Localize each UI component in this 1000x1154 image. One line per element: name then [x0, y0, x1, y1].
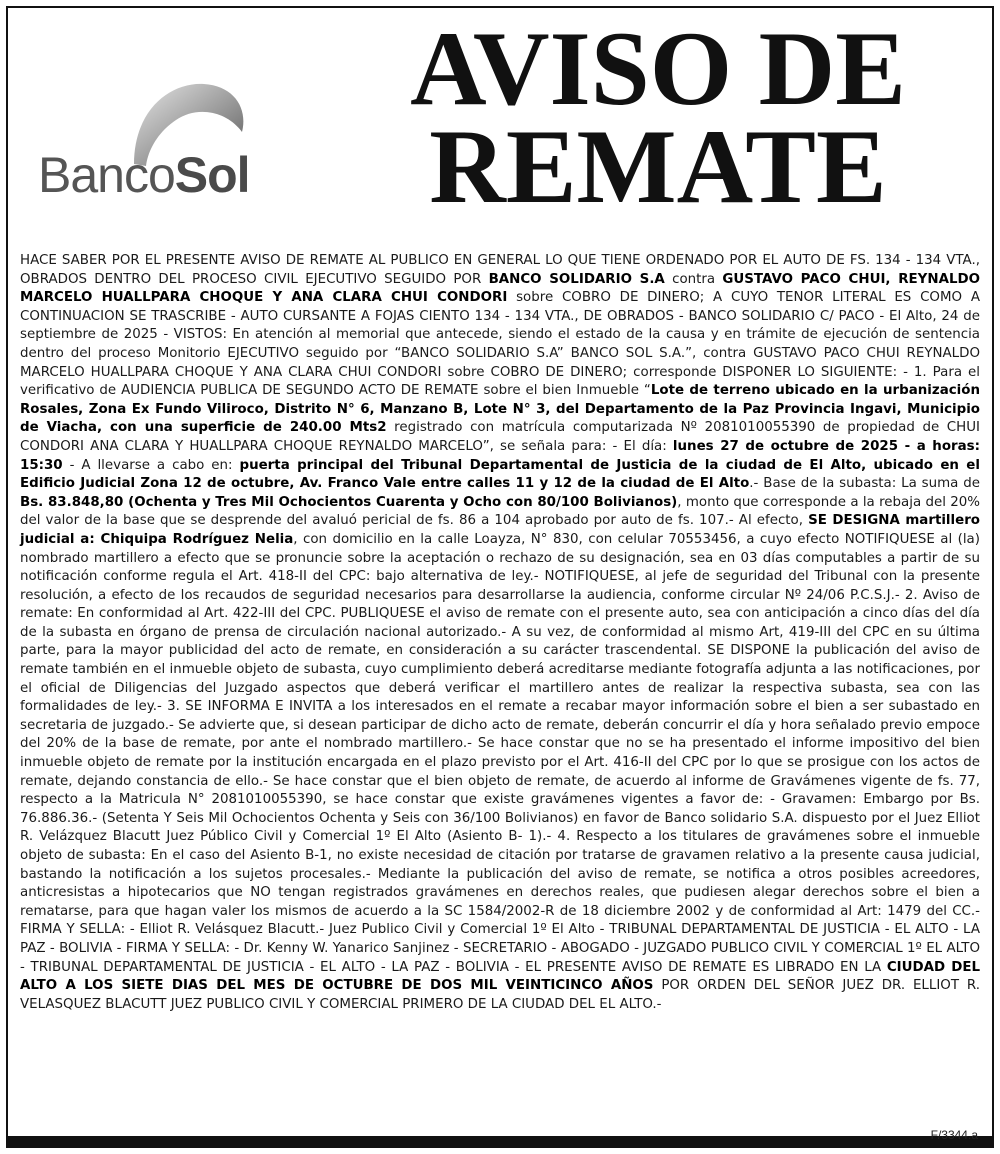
body-bold-segment: Lote de terreno ubicado en la urbanización Rosales, Zona Ex Fundo Viliroco, Distrito N° 6, Manzano B, Lote N° 3, del Departamento de la Paz Provincia Ingavi, Municipio de Viacha, con una superficie de 240.00 Mts2 [20, 383, 980, 436]
body-text-segment: , con domicilio en la calle Loayza, N° 830, con celular 70553456, a cuyo efecto NOTIFIQUESE al (la) nombrado martillero a efecto que se pronuncie sobre la aceptación o rechazo de su designación, sea en 03 días computables a partir de su notificación conforme regula el Art. 418-II del CPC: bajo alternativa de ley.- NOTIFIQUESE, al jefe de seguridad del Tribunal con la presente resolución, a efecto de los recaudos de seguridad necesarios para desarrollarse la audiencia, conforme circular Nº 24/06 P.C.S.J.- 2. Aviso de remate: En conformidad al Art. 422-III del CPC. PUBLIQUESE el aviso de remate con el presente auto, sea con anticipación a cinco días del día de la subasta en órgano de prensa de circulación nacional autorizado.- A su vez, de conformidad al mismo Art, 419-III del CPC en su última parte, para la mayor publicidad del acto de remate, en consideración a su carácter trascendental. SE DISPONE la publicación del aviso de remate también en el inmueble objeto de subasta, cuyo cumplimiento deberá acreditarse mediante fotografía adjunta a las notificaciones, por el oficial de Diligencias del Juzgado aspectos que deberá verificar el martillero antes de realizar la respectiva subasta, sea con las formalidades de ley.- 3. SE INFORMA E INVITA a los interesados en el remate a recabar mayor información sobre el bien a ser subastado en secretaria de juzgado.- Se advierte que, si desean participar de dicho acto de remate, deberán concurrir el día y hora señalado previo empoce del 20% de la base de remate, por ante el nombrado martillero.- Se hace constar que no se ha presentado el informe impositivo del bien inmueble objeto de remate por la institución encargada en el plazo previsto por el Art. 416-II del CPC por lo que se prosigue con los actos de remate, dejando constancia de ello.- Se hace constar que el bien objeto de remate, de acuerdo al informe de Gravámenes vigente de fs. 77, respecto a la Matricula N° 2081010055390, se hace constar que existe gravámenes vigentes a favor de: - Gravamen: Embargo por Bs. 76.886.36.- (Setenta Y Seis Mil Ochocientos Ochenta y Seis con 36/100 Bolivianos) en favor de Banco solidario S.A. dispuesto por el Juez Elliot R. Velázquez Blacutt Juez Público Civil y Comercial 1º El Alto (Asiento B- 1).- 4. Respecto a los titulares de gravámenes sobre el inmueble objeto de subasta: En el caso del Asiento B-1, no existe necesidad de citación por tratarse de gravamen relativo a la presente causa judicial, bastando la notificación a los sujetos procesales.- Mediante la publicación del aviso de remate, se notifica a otros posibles acreedores, anticresistas a hipotecarios que NO tengan registrados gravámenes en derechos reales, que pudiesen alegar derechos sobre el bien a rematarse, para que hagan valer los mismos de acuerdo a la SC 1584/2002-R de 18 diciembre 2002 y de conformidad al Art: 1479 del CC.- FIRMA Y SELLA: - Elliot R. Velásquez Blacutt.- Juez Publico Civil y Comercial 1º El Alto - TRIBUNAL DEPARTAMENTAL DE JUSTICIA - EL ALTO - LA PAZ - BOLIVIA - FIRMA Y SELLA: - Dr. Kenny W. Yanarico Sanjinez - SECRETARIO - ABOGADO - JUZGADO PUBLICO CIVIL Y COMERCIAL 1º EL ALTO - TRIBUNAL DEPARTAMENTAL DE JUSTICIA - EL ALTO - LA PAZ - BOLIVIA - EL PRESENTE AVISO DE REMATE ES LIBRADO EN LA [20, 531, 980, 975]
title-line-1: AVISO DE [410, 10, 906, 127]
body-bold-segment: CIUDAD DEL ALTO A LOS SIETE DIAS DEL MES DE OCTUBRE DE DOS MIL VEINTICINCO AÑOS [20, 959, 980, 994]
body-text-segment: - A llevarse a cabo en: [62, 457, 240, 473]
logo-text-banco: Banco [38, 147, 175, 203]
body-bold-segment: BANCO SOLIDARIO S.A [488, 271, 665, 287]
logo-text-sol: Sol [174, 147, 250, 203]
body-text-segment: sobre COBRO DE DINERO; A CUYO TENOR LITERAL ES COMO A CONTINUACION SE TRASCRIBE - AUTO CURSANTE A FOJAS CIENTO 134 - 134 VTA., DE OBRADOS - BANCO SOLIDARIO C/ PACO - El Alto, 24 de septiembre de 2025 - VISTOS: En atención al memorial que antecede, siendo el estado de la causa y en trámite de ejecución de sentencia dentro del proceso Monitorio EJECUTIVO seguido por “BANCO SOLIDARIO S.A” BANCO SOL S.A.”, contra GUSTAVO PACO CHUI REYNALDO MARCELO HUALLPARA CHOQUE Y ANA CLARA CHUI CONDORI sobre COBRO DE DINERO; corresponde DISPONER LO SIGUIENTE: - 1. Para el verificativo de AUDIENCIA PUBLICA DE SEGUNDO ACTO DE REMATE sobre el bien Inmueble “ [20, 290, 980, 399]
body-text-segment: , monto que corresponde a la rebaja del 20% del valor de la base que se desprende del avaluó pericial de fs. 86 a 104 aprobado por auto de fs. 107.- Al efecto, [20, 494, 980, 529]
page-title [338, 10, 978, 225]
bancosol-logo [30, 80, 270, 210]
body-bold-segment: SE DESIGNA martillero judicial a: Chiquipa Rodríguez Nelia [20, 513, 980, 547]
body-text-segment: contra [664, 271, 723, 287]
bancosol-wordmark [38, 146, 250, 204]
body-text-segment: POR ORDEN DEL SEÑOR JUEZ DR. ELLIOT R. VELASQUEZ BLACUTT JUEZ PUBLICO CIVIL Y COMERCIAL PRIMERO DE LA CIUDAD DEL EL ALTO.- [20, 978, 980, 1012]
body-text-segment: .- Base de la subasta: La suma de [749, 476, 980, 492]
notice-page [6, 6, 994, 1148]
title-line-2: REMATE [429, 108, 887, 225]
body-bold-segment: GUSTAVO PACO CHUI, REYNALDO MARCELO HUALLPARA CHOQUE Y ANA CLARA CHUI CONDORI [20, 271, 980, 306]
body-text-segment: HACE SABER POR EL PRESENTE AVISO DE REMATE AL PUBLICO EN GENERAL LO QUE TIENE ORDENADO POR EL AUTO DE FS. 134 - 134 VTA., OBRADOS DENTRO DEL PROCESO CIVIL EJECUTIVO SEGUIDO POR [20, 253, 980, 287]
reference-code: F/3344.a [930, 1128, 978, 1142]
body-bold-segment: lunes 27 de octubre de 2025 - a horas: 15:30 [20, 438, 980, 473]
body-bold-segment: puerta principal del Tribunal Departamental de Justicia de la ciudad de El Alto, ubicado en el Edificio Judicial Zona 12 de octubre, Av. Franco Vale entre calles 11 y 12 de la ciudad de El Alto [20, 457, 980, 492]
body-text-segment: registrado con matrícula computarizada Nº 2081010055390 de propiedad de CHUI CONDORI ANA CLARA Y HUALLPARA CHOQUE REYNALDO MARCELO”, se señala para: - El día: [20, 420, 980, 454]
notice-body [20, 252, 980, 1014]
body-bold-segment: Bs. 83.848,80 (Ochenta y Tres Mil Ochocientos Cuarenta y Ocho con 80/100 Bolivianos) [20, 494, 678, 510]
